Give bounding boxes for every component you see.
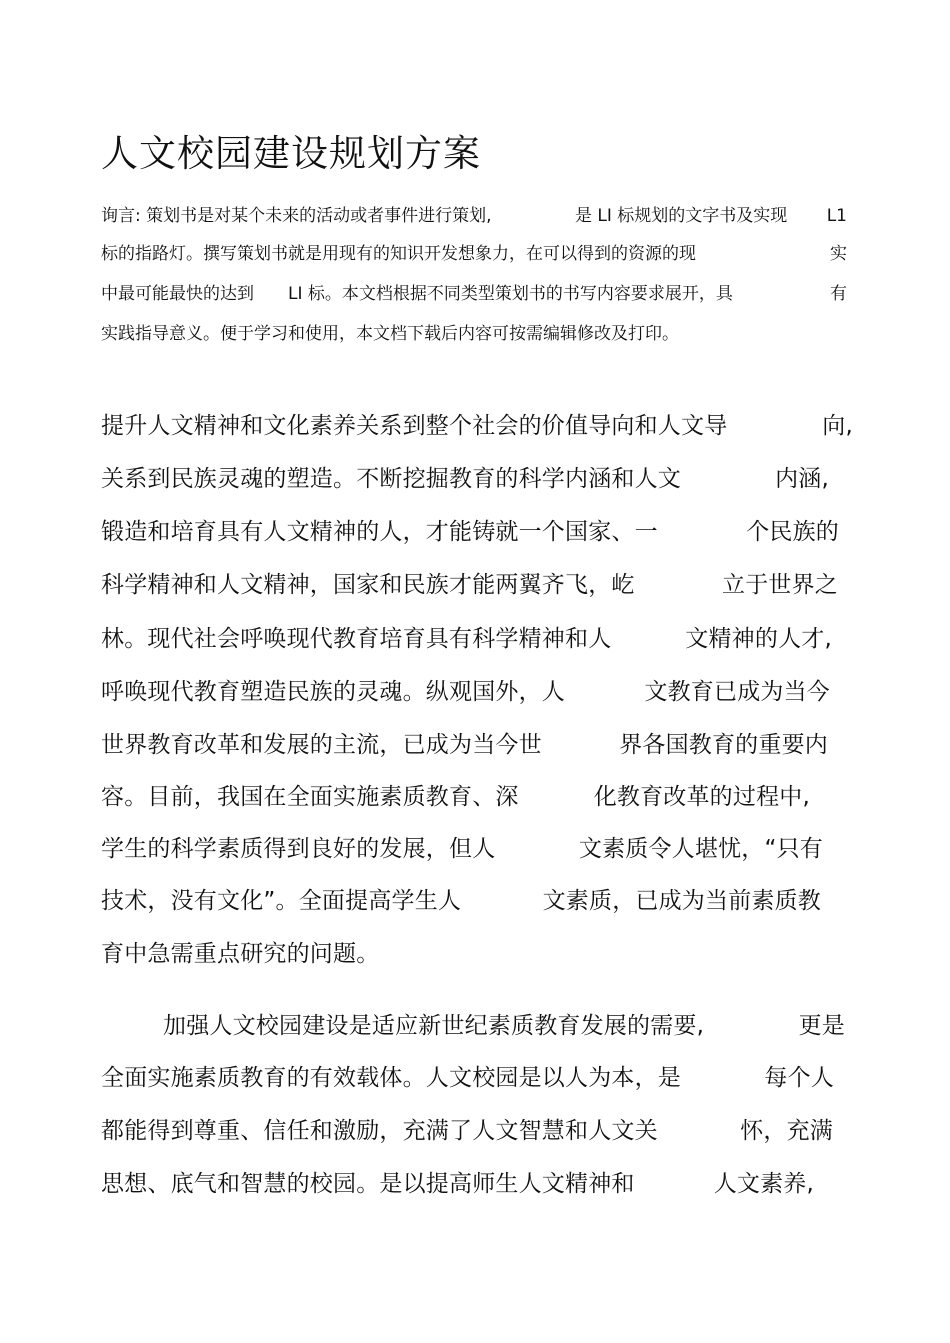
body-line — [101, 1164, 814, 1204]
intro-text: 中最可能最快的达到 — [101, 284, 254, 304]
body-text: 怀，充满 — [740, 1118, 833, 1144]
intro-text: 有 — [830, 284, 847, 304]
body-line — [101, 619, 832, 659]
body-text: 人文素养, — [713, 1171, 814, 1197]
body-text: 都能得到尊重、信任和激励，充满了人文智慧和人文关 — [101, 1118, 658, 1144]
intro-text: 标的指路灯。撰写策划书就是用现有的知识开发想象力，在可以得到的资源的现 — [101, 244, 696, 264]
body-text: 全面实施素质教育的有效载体。人文校园是以人为本，是 — [101, 1065, 681, 1091]
body-text: 个民族的 — [746, 519, 839, 545]
body-text: 文素质令人堪忧，“只有 — [578, 836, 823, 862]
body-text: 提升人文精神和文化素养关系到整个社会的价值导向和人文导 — [101, 413, 728, 439]
body-text: 立于世界之 — [722, 572, 838, 598]
body-text: 加强人文校园建设是适应新世纪素质教育发展的需要, — [163, 1013, 705, 1039]
body-text: 文素质，已成为当前素质教 — [542, 888, 821, 914]
intro-text: 实践指导意义。便于学习和使用，本文档下载后内容可按需编辑修改及打印。 — [101, 324, 679, 344]
body-text: 学生的科学素质得到良好的发展，但人 — [101, 836, 496, 862]
body-text: 向, — [822, 413, 853, 439]
body-line — [101, 565, 838, 605]
body-text: 化教育改革的过程中, — [593, 784, 810, 810]
body-line — [101, 934, 501, 974]
body-text: 每个人 — [764, 1065, 834, 1091]
body-text: 世界教育改革和发展的主流，已成为当今世 — [101, 732, 542, 758]
body-text: 思想、底气和智慧的校园。是以提高师生人文精神和 — [101, 1171, 635, 1197]
intro-text: L1 — [826, 206, 847, 226]
body-text: 界各国教育的重要内 — [619, 732, 828, 758]
intro-line — [101, 280, 847, 308]
body-line — [101, 777, 810, 817]
intro-text: 实 — [830, 244, 847, 264]
intro-line — [101, 320, 847, 348]
body-text: 文精神的人才, — [685, 626, 832, 652]
body-text: 内涵, — [775, 466, 829, 492]
body-line — [101, 406, 853, 446]
body-line — [101, 459, 829, 499]
body-text: 关系到民族灵魂的塑造。不断挖掘教育的科学内涵和人文 — [101, 466, 681, 492]
body-line — [101, 1058, 834, 1098]
body-text: 林。现代社会呼唤现代教育培育具有科学精神和人 — [101, 626, 612, 652]
body-line — [101, 881, 821, 921]
intro-text: 询言: 策划书是对某个未来的活动或者事件进行策划, — [101, 206, 492, 226]
body-text: 容。目前，我国在全面实施素质教育、深 — [101, 784, 519, 810]
intro-text: 是 LI 标规划的文字书及实现 — [575, 206, 788, 226]
body-text: 技术，没有文化”。全面提高学生人 — [101, 888, 462, 914]
body-text: 文教育已成为当今 — [644, 679, 830, 705]
document-title: 人文校园建设规划方案 — [101, 132, 481, 175]
body-text: 更是 — [798, 1013, 845, 1039]
intro-line — [101, 240, 847, 268]
body-text: 锻造和培育具有人文精神的人，才能铸就一个国家、一 — [101, 519, 658, 545]
body-line — [101, 829, 823, 869]
intro-text: LI 标。本文档根据不同类型策划书的书写内容要求展开，具 — [288, 284, 733, 304]
intro-line — [101, 202, 847, 230]
body-line — [101, 1111, 833, 1151]
body-line — [101, 672, 830, 712]
body-line — [101, 512, 839, 552]
body-line — [163, 1006, 845, 1046]
body-text: 科学精神和人文精神，国家和民族才能两翼齐飞，屹 — [101, 572, 635, 598]
body-text: 呼唤现代教育塑造民族的灵魂。纵观国外，人 — [101, 679, 565, 705]
body-text: 育中急需重点研究的问题。 — [101, 941, 380, 967]
body-line — [101, 725, 828, 765]
